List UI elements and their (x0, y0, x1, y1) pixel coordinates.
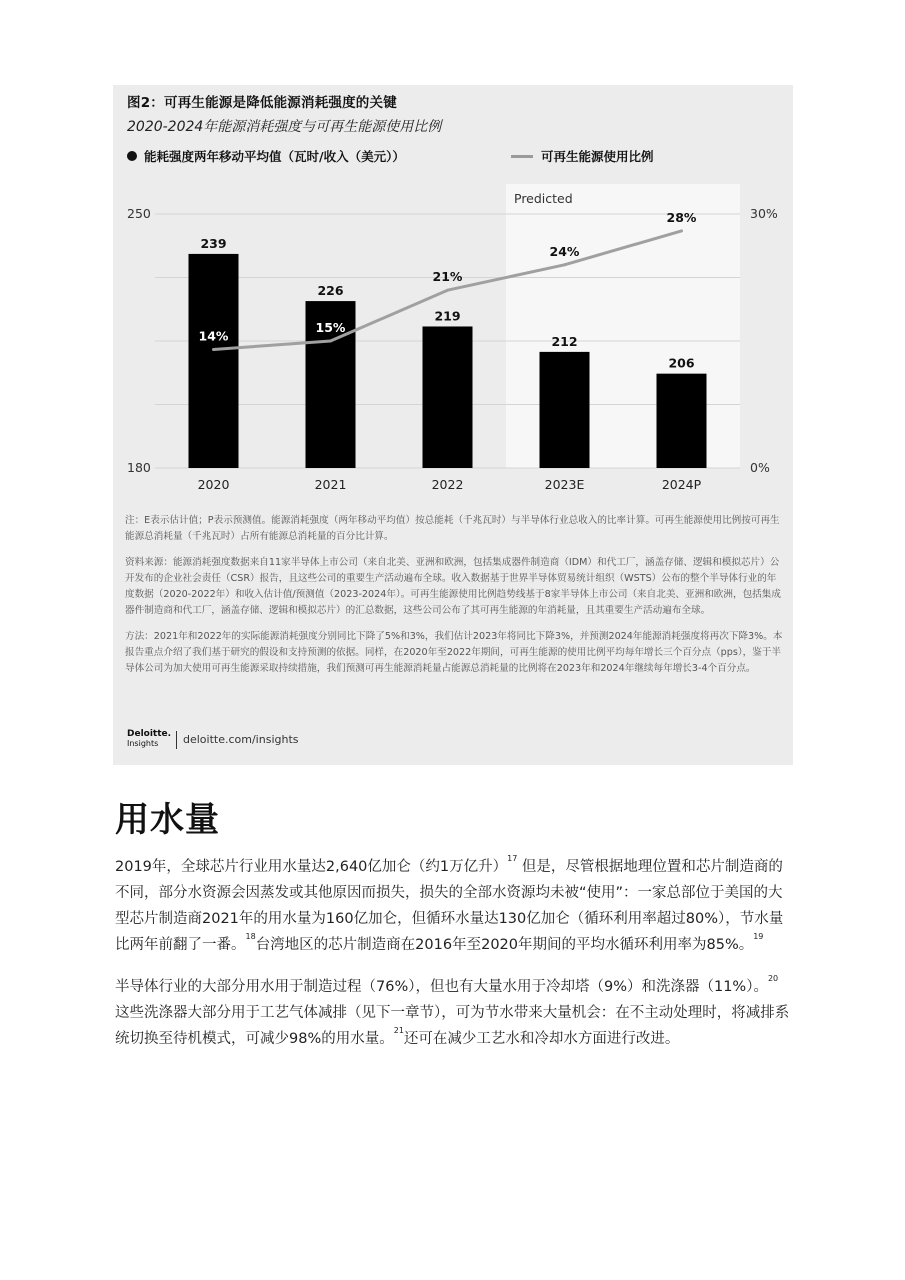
bar-value-label: 226 (317, 283, 344, 299)
footnote-ref: 17 (507, 854, 518, 863)
section-heading: 用水量 (115, 800, 220, 840)
p2-text-a: 半导体行业的大部分用水用于制造过程（76%），但也有大量水用于冷却塔（9%）和洗涤器（11%）。 (115, 979, 768, 995)
line-point-2023E (563, 263, 566, 266)
footnote-ref: 19 (753, 932, 764, 941)
source-paragraph: 资料来源：能源消耗强度数据来自11家半导体上市公司（来自北美、亚洲和欧洲，包括集成器件制造商（IDM）和代工厂，涵盖存储、逻辑和模拟芯片）公开发布的企业社会责任（CSR）报告，且这些公司的重要生产活动遍布全球。收入数据基于世界半导体贸易统计组织（WSTS）公布的整个半导体行业的年度数据（2020-2022年）和收入估计值/预测值（2023-2024年）。可再生能源使用比例趋势线基于8家半导体上市公司（来自北美、亚洲和欧洲，包括集成器件制造商和代工厂，涵盖存储、逻辑和模拟芯片）的汇总数据，这些公司公布了其可再生能源的年消耗量，且其重要生产活动遍布全球。 (125, 557, 781, 616)
line-point-2021 (329, 340, 332, 343)
footnote-ref: 18 (245, 932, 256, 941)
x-axis-tick: 2020 (197, 477, 230, 492)
chart-legend (127, 147, 767, 165)
legend-bar-label: 能耗强度两年移动平均值（瓦时/收入（美元）） (144, 149, 405, 164)
p1-text-b: 但是，尽管根据地理位置和芯片制造商的不同，部分水资源会因蒸发或其他原因而损失，损失的全部水资源均未被“使用”：一家总部位于美国的大型芯片制造商2021年的用水量为160亿加仑，但循环水量达130亿加仑（循环利用率超过80%），节水量比两年前翻了一番。 (115, 859, 784, 953)
bar-value-label: 212 (551, 333, 578, 349)
line-point-2022 (446, 289, 449, 292)
line-point-2024P (680, 229, 683, 232)
energy-intensity-chart (113, 180, 793, 500)
bar-value-label: 239 (200, 235, 227, 251)
line-value-label: 21% (432, 269, 463, 285)
body-paragraph-1 (115, 854, 791, 958)
line-point-2020 (212, 348, 215, 351)
deloitte-insights-logo (127, 729, 172, 749)
figure-title: 图2：可再生能源是降低能源消耗强度的关键 (127, 95, 397, 111)
bar-2024P (657, 374, 707, 468)
method-paragraph: 方法：2021年和2022年的实际能源消耗强度分别同比下降了5%和3%，我们估计2023年将同比下降3%，并预测2024年能源消耗强度将再次下降3%。本报告重点介绍了我们基于研究的假设和支持预测的依据。同样，在2020年至2022年期间，可再生能源的使用比例平均每年增长三个百分点（pps），鉴于半导体公司为加大使用可再生能源采取持续措施，我们预测可再生能源消耗量占能源总消耗量的比例将在2023年和2024年继续每年增长3-4个百分点。 (125, 631, 783, 674)
line-value-label: 15% (315, 320, 346, 335)
x-axis-tick: 2023E (544, 477, 585, 492)
logo-line-1: Deloitte. (127, 729, 172, 739)
footer-divider (176, 731, 177, 749)
footnote-ref: 20 (767, 974, 779, 983)
bar-2022 (423, 326, 473, 468)
line-value-label: 28% (666, 209, 697, 225)
body-paragraph-2 (115, 974, 791, 1052)
x-axis-tick: 2022 (431, 477, 464, 492)
right-axis-tick: 30% (750, 206, 778, 221)
figure-panel (113, 85, 793, 765)
bar-2023E (540, 352, 590, 468)
legend-bar-marker (127, 151, 137, 161)
p1-text-c: 台湾地区的芯片制造商在2016年至2020年期间的平均水循环利用率为85%。 (255, 937, 754, 953)
p1-text-a: 2019年，全球芯片行业用水量达2,640亿加仑（约1万亿升） (115, 859, 508, 875)
bar-2020 (189, 254, 239, 468)
left-axis-tick: 180 (127, 460, 151, 475)
logo-line-2: Insights (127, 739, 159, 748)
p2-text-c: 还可在减少工艺水和冷却水方面进行改进。 (403, 1031, 680, 1047)
bar-value-label: 219 (434, 308, 461, 324)
line-value-label: 24% (549, 243, 580, 259)
legend-line-label: 可再生能源使用比例 (541, 149, 654, 164)
figure-subtitle: 2020-2024年能源消耗强度与可再生能源使用比例 (127, 119, 442, 135)
figure-notes (125, 513, 785, 687)
right-axis-tick: 0% (750, 460, 770, 475)
footnote-ref: 21 (393, 1026, 404, 1035)
p2-text-b: 这些洗涤器大部分用于工艺气体减排（见下一章节），可为节水带来大量机会：在不主动处理时，将减排系统切换至待机模式，可减少98%的用水量。 (115, 1005, 790, 1047)
bar-value-label: 206 (668, 355, 695, 371)
footer-url: deloitte.com/insights (183, 733, 299, 746)
note-paragraph: 注：E表示估计值；P表示预测值。能源消耗强度（两年移动平均值）按总能耗（千兆瓦时）与半导体行业总收入的比率计算。可再生能源使用比例按可再生能源总消耗量（千兆瓦时）占所有能源总消耗量的百分比计算。 (125, 515, 780, 542)
line-value-label: 14% (198, 328, 229, 344)
x-axis-tick: 2021 (314, 477, 347, 492)
x-axis-tick: 2024P (661, 477, 702, 492)
left-axis-tick: 250 (127, 206, 151, 221)
legend-line-marker (511, 155, 533, 158)
predicted-label: Predicted (514, 191, 573, 206)
